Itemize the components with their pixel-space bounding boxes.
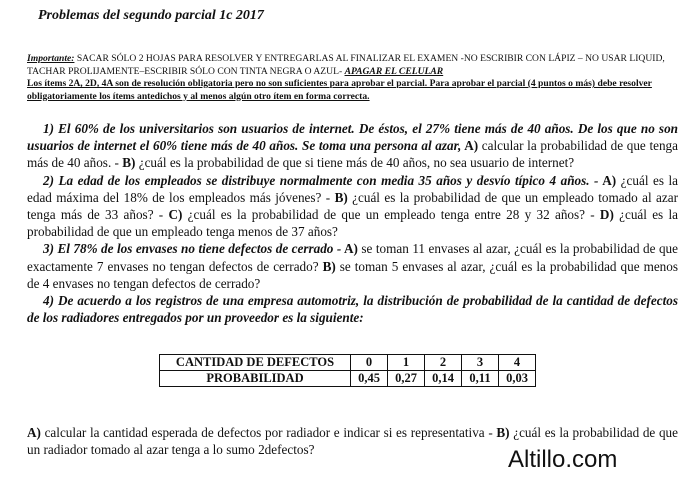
problem-2-c-text: ¿cuál es la probabilidad de que un empleado tenga entre 28 y 32 años? - bbox=[182, 207, 595, 223]
problem-2-a-label: A) bbox=[598, 172, 617, 188]
instructions-text: SACAR SÓLO 2 HOJAS PARA RESOLVER Y ENTREGARLAS AL FINALIZAR EL EXAMEN -NO ESCRIBIR CON LÁPIZ – NO USAR LIQUID, TACHAR PROLIJAMENTE–ESCRIBIR SÓLO CON TINTA NEGRA O AZUL- bbox=[27, 53, 665, 77]
watermark: Altillo.com bbox=[508, 446, 618, 473]
problem-4-intro: 4) De acuerdo a los registros de una empresa automotriz, la distribución de probabilidad de la cantidad de defectos de los radiadores entregados por un proveedor es la siguiente: bbox=[27, 293, 678, 326]
problem-1-b-text: ¿cuál es la probabilidad de que si tiene más de 40 años, no sea usuario de internet? bbox=[135, 155, 575, 171]
defects-cell: 0 bbox=[351, 355, 388, 371]
problem-3-b-text: se toman 5 envases al azar, ¿cuál es la probabilidad que menos de 4 envases no tengan defectos de cerrado? bbox=[27, 258, 678, 291]
problems-section bbox=[27, 120, 678, 326]
problem-1 bbox=[27, 120, 678, 172]
problem-2-d-text: ¿cuál es la probabilidad de que un empleado tenga menos de 37 años? bbox=[27, 207, 678, 240]
important-label: Importante: bbox=[27, 53, 75, 64]
problem-3-a-text: se toman 11 envases al azar, ¿cuál es la probabilidad de que exactamente 7 envases no tengan defectos de cerrado? bbox=[27, 241, 679, 274]
probability-cell: 0,27 bbox=[388, 371, 425, 387]
defects-header-label: CANTIDAD DE DEFECTOS bbox=[160, 355, 351, 371]
probability-cell: 0,45 bbox=[351, 371, 388, 387]
defects-cell: 3 bbox=[462, 355, 499, 371]
problem-2-intro: 2) La edad de los empleados se distribuye normalmente con media 35 años y desvío típico 4 años. - bbox=[43, 172, 599, 188]
problem-3-b-label: B) bbox=[318, 258, 336, 274]
problem-3-intro: 3) El 78% de los envases no tiene defectos de cerrado - bbox=[43, 241, 342, 257]
problem-2-a-text: ¿cuál es la edad máxima del 18% de los empleados más jóvenes? - bbox=[27, 172, 678, 205]
defects-cell: 1 bbox=[388, 355, 425, 371]
defects-cell: 2 bbox=[425, 355, 462, 371]
problem-1-a-label: A) bbox=[461, 138, 479, 154]
table-row bbox=[160, 355, 536, 371]
problem-1-intro: 1) El 60% de los universitarios son usuarios de internet. De éstos, el 27% tiene más de 40 años. De los que no son usuarios de internet el 60% tiene más de 40 años. Se toma una persona al azar, bbox=[27, 121, 678, 154]
page-title: Problemas del segundo parcial 1c 2017 bbox=[38, 8, 264, 23]
problem-3-a-label: A) bbox=[341, 241, 358, 257]
problem-2-d-label: D) bbox=[594, 207, 614, 223]
problem-2-b-text: ¿cuál es la probabilidad de que un empleado tomado al azar tenga más de 33 años? - bbox=[27, 189, 678, 223]
problem-4-b-text: ¿cuál es la probabilidad de que un radiador tomado al azar tenga a lo sumo 2defectos? bbox=[27, 425, 678, 458]
probability-cell: 0,03 bbox=[499, 371, 536, 387]
table-row bbox=[160, 371, 536, 387]
defects-table bbox=[159, 354, 536, 387]
grading-rules: Los ítems 2A, 2D, 4A son de resolución obligatoria pero no son suficientes para aprobar el parcial. Para aprobar el parcial (4 puntos o más) debe resolver obligatoriamente los ítems antedichos y al menos algún otro ítem en forma correcta. bbox=[27, 78, 652, 102]
defects-cell: 4 bbox=[499, 355, 536, 371]
problem-4-b-label: B) bbox=[496, 425, 510, 440]
problem-4-a-label: A) bbox=[27, 425, 41, 440]
probability-row-label: PROBABILIDAD bbox=[160, 371, 351, 387]
problem-3 bbox=[27, 240, 678, 292]
problem-1-b-label: B) bbox=[118, 155, 136, 171]
problem-4-a-text: calcular la cantidad esperada de defectos por radiador e indicar si es representativa - bbox=[40, 425, 497, 440]
problem-2 bbox=[27, 172, 678, 241]
problem-2-b-label: B) bbox=[330, 189, 348, 205]
problem-1-a-text: calcular la probabilidad de que tenga más de 40 años. - bbox=[27, 138, 678, 171]
phone-warning: APAGAR EL CELULAR bbox=[344, 65, 444, 77]
probability-cell: 0,11 bbox=[462, 371, 499, 387]
probability-cell: 0,14 bbox=[425, 371, 462, 387]
exam-notice bbox=[27, 53, 677, 103]
problem-4 bbox=[27, 292, 678, 326]
problem-2-c-label: C) bbox=[163, 207, 183, 223]
